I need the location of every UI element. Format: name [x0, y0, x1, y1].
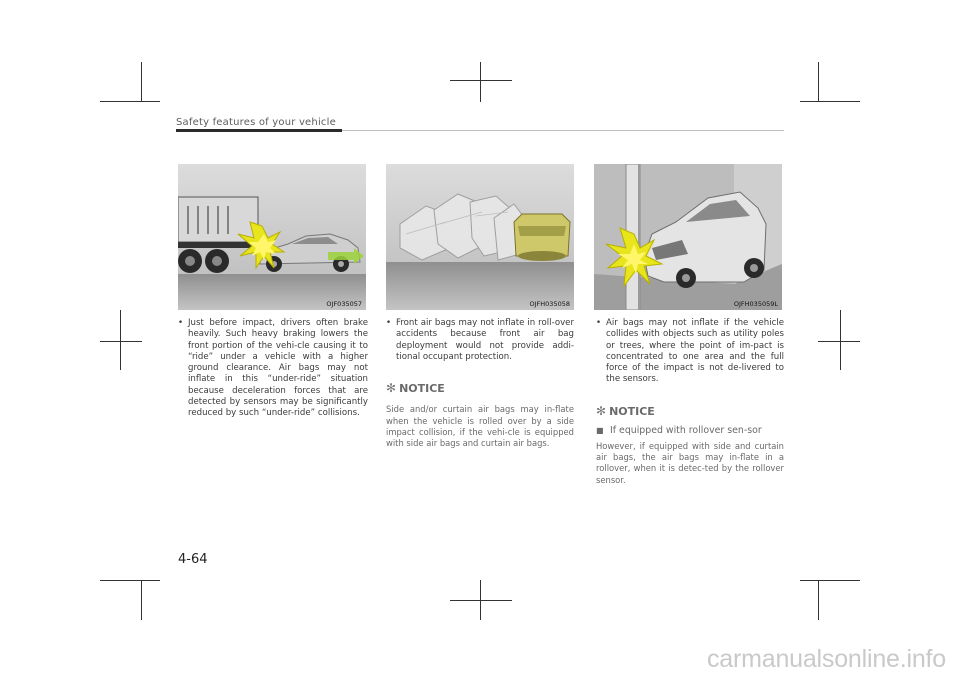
column-2 — [386, 318, 574, 449]
header-bar — [176, 129, 342, 132]
bullet-dot: • — [178, 318, 184, 328]
bullet-text: Air bags may not inflate if the vehicle collides with objects such as utility poles or trees, where the point of im-pact is concentrated to one area and the full force of the impact is not de-livered to the sensors. — [606, 318, 784, 385]
bullet-dot: • — [596, 318, 602, 328]
notice-subheading-text: If equipped with rollover sen-sor — [610, 425, 762, 437]
figure-pole-collision — [594, 164, 782, 310]
notice-body: Side and/or curtain air bags may in-flate when the vehicle is rolled over by a side impact collision, if the vehi-cle is equipped with side air bags and curtain air bags. — [386, 404, 574, 449]
crop-mark — [480, 62, 481, 102]
bullet-text: Just before impact, drivers often brake heavily. Such heavy braking lowers the front portion of the vehi-cle causing it to “ride” under a vehicle with a higher ground clearance. Air bags may not inflate in this “under-ride” situation because deceleration forces that are detected by sensors may be significantly reduced by such “under-ride” collisions. — [188, 318, 368, 419]
notice-title: NOTICE — [609, 404, 655, 418]
page-number: 4-64 — [178, 552, 208, 567]
header-rule — [342, 130, 784, 131]
notice-star-icon: ✻ — [386, 381, 397, 396]
crop-mark — [800, 580, 860, 581]
notice-title: NOTICE — [399, 382, 445, 396]
crop-mark — [141, 62, 142, 102]
notice-heading — [386, 383, 574, 394]
bullet-item — [386, 318, 574, 363]
bullet-text: Front air bags may not inflate in roll-over accidents because front air bag deployment would not provide addi-tional occupant protection. — [396, 318, 574, 362]
crop-mark — [450, 80, 512, 81]
pole-illustration — [594, 164, 782, 310]
crop-mark — [840, 310, 841, 370]
crop-mark — [818, 62, 819, 102]
notice-heading — [596, 403, 784, 418]
notice-subheading — [596, 425, 784, 437]
square-bullet-icon: ■ — [596, 426, 604, 436]
crop-mark — [818, 580, 819, 620]
notice-body: However, if equipped with side and curtain air bags, the air bags may in-flate in a rollover, when it is detec-ted by the rollover sensor. — [596, 441, 784, 485]
figure-code: OJFH035058 — [529, 300, 570, 308]
crop-mark — [120, 310, 121, 370]
bullet-item — [596, 318, 784, 386]
crop-mark — [141, 580, 142, 620]
crop-mark — [100, 580, 160, 581]
figure-code: OJF035057 — [326, 300, 362, 308]
crop-mark — [100, 341, 142, 342]
section-title: Safety features of your vehicle — [176, 117, 336, 128]
crop-mark — [450, 600, 512, 601]
notice-star-icon: ✻ — [596, 403, 607, 418]
underride-illustration — [178, 164, 366, 310]
column-3 — [596, 318, 784, 486]
bullet-dot: • — [386, 318, 392, 328]
figure-underride — [178, 164, 366, 310]
crop-mark — [100, 101, 160, 102]
bullet-item — [178, 318, 368, 420]
figure-rollover — [386, 164, 574, 310]
rollover-illustration — [386, 164, 574, 310]
figure-code: OJFH035059L — [733, 300, 778, 308]
column-1 — [178, 318, 368, 420]
watermark: carmanualsonline.info — [706, 645, 946, 673]
crop-mark — [800, 101, 860, 102]
crop-mark — [818, 341, 860, 342]
